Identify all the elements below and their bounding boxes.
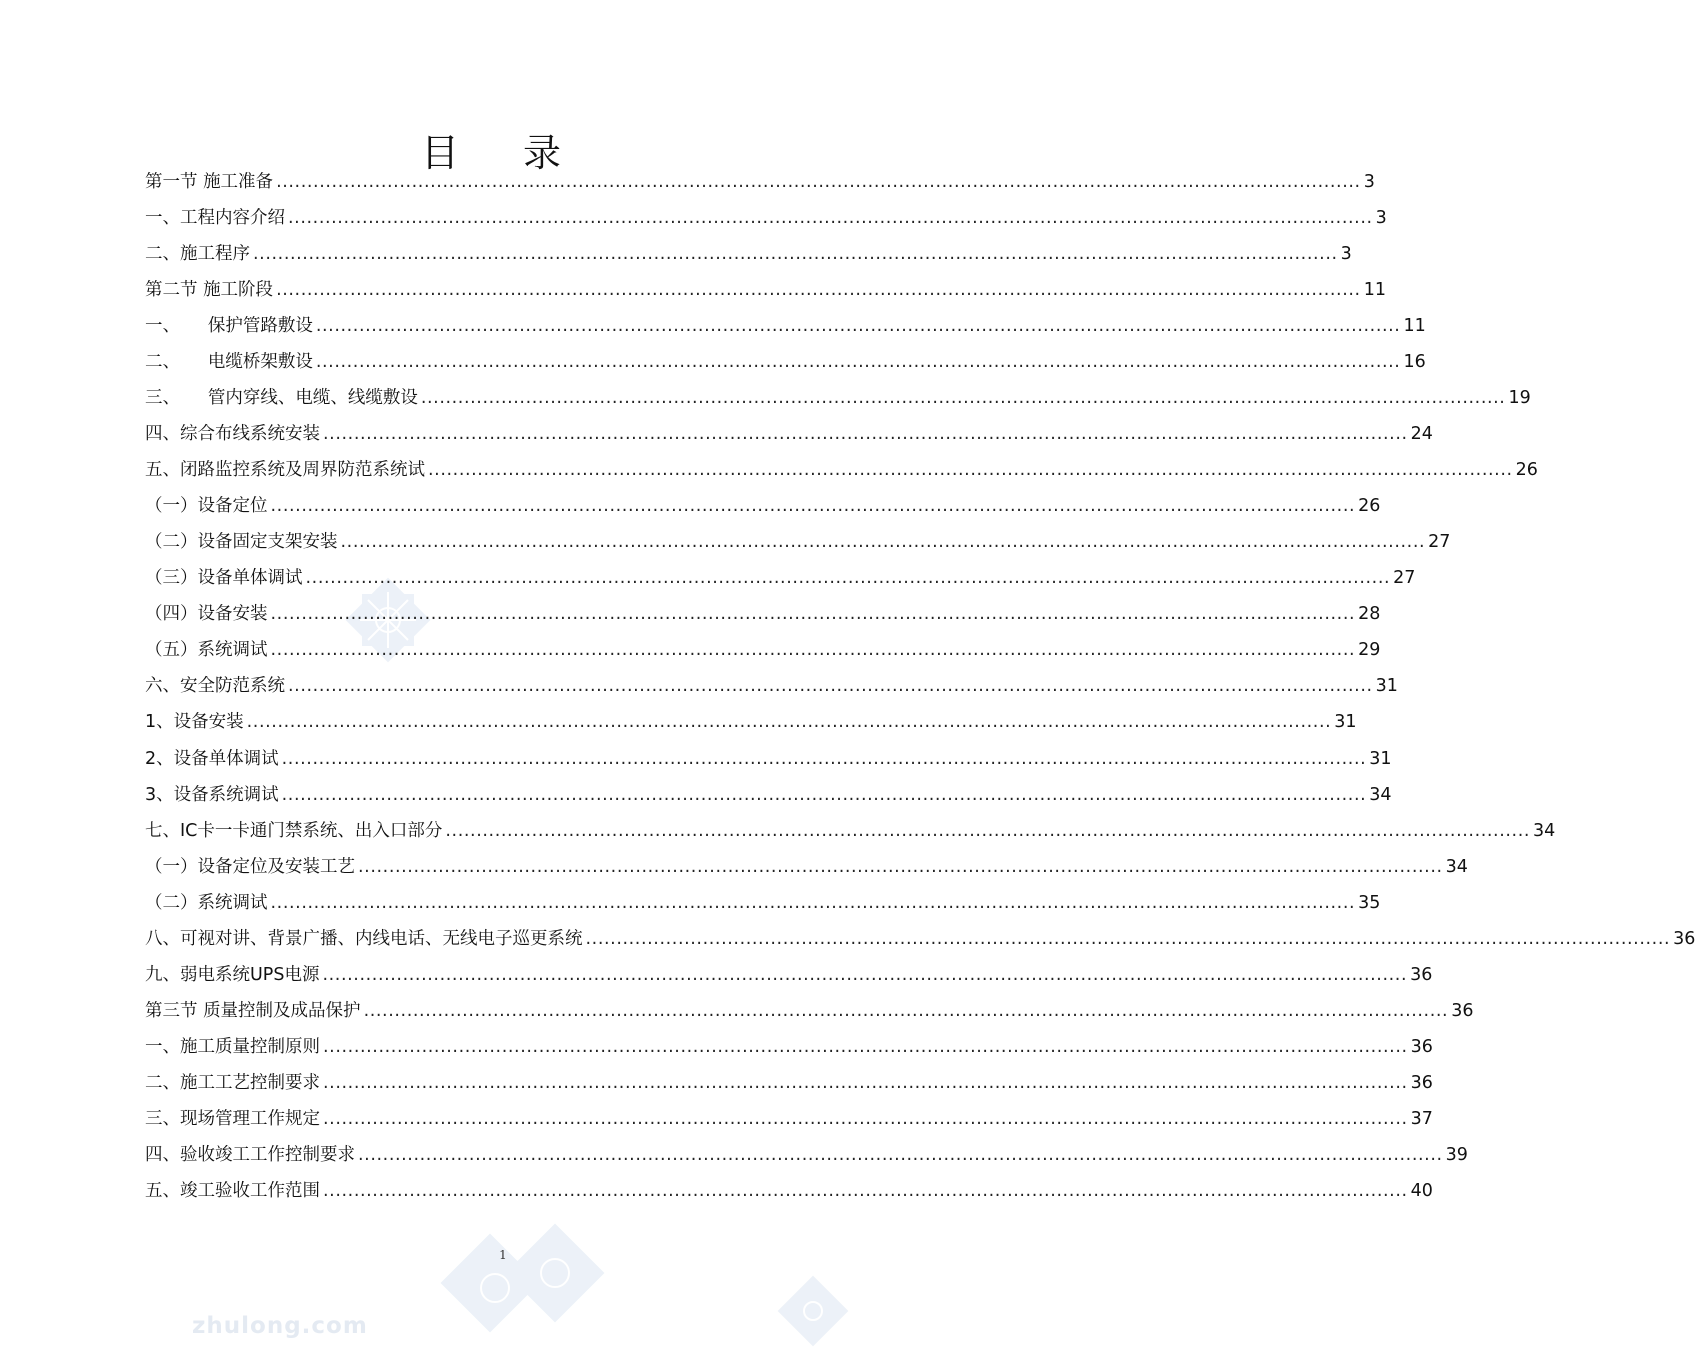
toc-page-number: 3: [1340, 244, 1352, 264]
toc-entry[interactable]: [145, 1065, 1433, 1101]
toc-leader-dots: ................................................................................................................................................................................: [288, 676, 1373, 696]
toc-leader-dots: ................................................................................................................................................................................: [270, 604, 1356, 624]
toc-entry[interactable]: [145, 704, 1357, 740]
toc-leader-dots: ................................................................................................................................................................................: [246, 712, 1332, 732]
toc-page-number: 36: [1410, 1037, 1433, 1057]
watermark-text: zhulong.com: [192, 1313, 368, 1339]
toc-leader-dots: ................................................................................................................................................................................: [363, 1001, 1449, 1021]
toc-entry[interactable]: [145, 741, 1392, 777]
toc-leader-dots: ................................................................................................................................................................................: [323, 1109, 1408, 1129]
toc-leader-dots: ................................................................................................................................................................................: [281, 749, 1367, 769]
toc-leader-dots: ................................................................................................................................................................................: [322, 965, 1408, 985]
toc-entry[interactable]: [145, 308, 1426, 344]
toc-entry-text: 五、闭路监控系统及周界防范系统试: [145, 460, 425, 480]
toc-entry-text: （三）设备单体调试: [145, 568, 303, 588]
toc-entry[interactable]: [145, 921, 1695, 957]
toc-entry[interactable]: [145, 849, 1468, 885]
toc-entry-text: 八、可视对讲、背景广播、内线电话、无线电子巡更系统: [145, 929, 583, 949]
toc-entry[interactable]: [145, 885, 1381, 921]
toc-leader-dots: ................................................................................................................................................................................: [276, 280, 1361, 300]
toc-page-number: 3: [1375, 208, 1387, 228]
toc-entry-text: 2、设备单体调试: [145, 749, 279, 769]
toc-leader-dots: ................................................................................................................................................................................: [445, 821, 1531, 841]
toc-page-number: 27: [1428, 532, 1451, 552]
toc-page-number: 31: [1334, 712, 1357, 732]
toc-entry[interactable]: [145, 1029, 1433, 1065]
toc-page-number: 3: [1363, 172, 1375, 192]
toc-page-number: 31: [1369, 749, 1392, 769]
toc-entry-text: （五）系统调试: [145, 640, 268, 660]
watermark-snowflake-icon: [440, 1228, 610, 1348]
toc-leader-dots: ................................................................................................................................................................................: [340, 532, 1426, 552]
toc-entry[interactable]: [145, 416, 1433, 452]
toc-entry-text: 二、 电缆桥架敷设: [145, 352, 313, 372]
toc-page-number: 40: [1410, 1181, 1433, 1201]
page-title: 目 录: [420, 131, 588, 175]
toc-page-number: 11: [1403, 316, 1426, 336]
toc-entry-text: 一、施工质量控制原则: [145, 1037, 320, 1057]
toc-page-number: 26: [1515, 460, 1538, 480]
toc-entry[interactable]: [145, 488, 1381, 524]
toc-entry-text: 七、IC卡一卡通门禁系统、出入口部分: [145, 821, 443, 841]
toc-entry-text: 三、 管内穿线、电缆、线缆敷设: [145, 388, 418, 408]
toc-entry-text: 3、设备系统调试: [145, 785, 279, 805]
toc-entry-text: 1、设备安装: [145, 712, 244, 732]
toc-page-number: 27: [1393, 568, 1416, 588]
toc-leader-dots: ................................................................................................................................................................................: [420, 388, 1506, 408]
toc-entry-text: 九、弱电系统UPS电源: [145, 965, 320, 985]
toc-entry[interactable]: [145, 668, 1398, 704]
toc-entry-text: 二、施工工艺控制要求: [145, 1073, 320, 1093]
toc-entry-text: （一）设备定位及安装工艺: [145, 857, 355, 877]
toc-page-number: 29: [1358, 640, 1381, 660]
watermark-snowflake-icon: [776, 1276, 850, 1344]
toc-page-number: 31: [1375, 676, 1398, 696]
toc-entry-text: （二）系统调试: [145, 893, 268, 913]
toc-leader-dots: ................................................................................................................................................................................: [305, 568, 1391, 588]
toc-entry[interactable]: [145, 524, 1451, 560]
toc-entry[interactable]: [145, 236, 1352, 272]
toc-entry[interactable]: [145, 813, 1556, 849]
toc-leader-dots: ................................................................................................................................................................................: [428, 460, 1513, 480]
toc-page-number: 36: [1673, 929, 1695, 949]
toc-entry-text: 二、施工程序: [145, 244, 250, 264]
toc-entry[interactable]: [145, 596, 1381, 632]
toc-leader-dots: ................................................................................................................................................................................: [270, 640, 1356, 660]
toc-page-number: 37: [1410, 1109, 1433, 1129]
toc-entry-text: （四）设备安装: [145, 604, 268, 624]
toc-entry[interactable]: [145, 344, 1426, 380]
toc-leader-dots: ................................................................................................................................................................................: [323, 1073, 1408, 1093]
toc-entry-text: 四、验收竣工工作控制要求: [145, 1145, 355, 1165]
toc-entry[interactable]: [145, 380, 1531, 416]
toc-entry[interactable]: [145, 1137, 1468, 1173]
toc-entry-text: （二）设备固定支架安装: [145, 532, 338, 552]
toc-entry-text: 五、竣工验收工作范围: [145, 1181, 320, 1201]
toc-leader-dots: ................................................................................................................................................................................: [358, 1145, 1443, 1165]
toc-entry[interactable]: [145, 957, 1433, 993]
toc-page-number: 11: [1363, 280, 1386, 300]
toc-page-number: 34: [1533, 821, 1556, 841]
toc-leader-dots: ................................................................................................................................................................................: [323, 424, 1408, 444]
toc-entry-text: 六、安全防范系统: [145, 676, 285, 696]
toc-page-number: 34: [1369, 785, 1392, 805]
toc-entry[interactable]: [145, 200, 1387, 236]
toc-leader-dots: ................................................................................................................................................................................: [253, 244, 1338, 264]
toc-page-number: 35: [1358, 893, 1381, 913]
toc-entry-text: 第一节 施工准备: [145, 172, 274, 192]
toc-page-number: 16: [1403, 352, 1426, 372]
toc-page-number: 24: [1410, 424, 1433, 444]
toc-leader-dots: ................................................................................................................................................................................: [270, 496, 1356, 516]
toc-page-number: 26: [1358, 496, 1381, 516]
toc-leader-dots: ................................................................................................................................................................................: [323, 1181, 1408, 1201]
toc-entry[interactable]: [145, 560, 1416, 596]
toc-entry-text: 三、现场管理工作规定: [145, 1109, 320, 1129]
toc-leader-dots: ................................................................................................................................................................................: [288, 208, 1373, 228]
toc-page-number: 36: [1451, 1001, 1474, 1021]
toc-entry[interactable]: [145, 1101, 1433, 1137]
toc-leader-dots: ................................................................................................................................................................................: [315, 316, 1401, 336]
toc-page-number: 36: [1410, 965, 1433, 985]
toc-entry-text: 第二节 施工阶段: [145, 280, 274, 300]
toc-entry[interactable]: [145, 632, 1381, 668]
toc-page-number: 19: [1508, 388, 1531, 408]
page-number: 1: [499, 1248, 507, 1262]
toc-entry-text: 一、工程内容介绍: [145, 208, 285, 228]
toc-entry-text: 第三节 质量控制及成品保护: [145, 1001, 361, 1021]
toc-page-number: 36: [1410, 1073, 1433, 1093]
toc-page-number: 28: [1358, 604, 1381, 624]
toc-leader-dots: ................................................................................................................................................................................: [270, 893, 1356, 913]
toc-entry-text: 一、 保护管路敷设: [145, 316, 313, 336]
toc-entry-text: （一）设备定位: [145, 496, 268, 516]
toc-entry[interactable]: [145, 452, 1538, 488]
toc-entry-text: 四、综合布线系统安装: [145, 424, 320, 444]
toc-leader-dots: ................................................................................................................................................................................: [315, 352, 1401, 372]
toc-leader-dots: ................................................................................................................................................................................: [281, 785, 1367, 805]
toc-leader-dots: ................................................................................................................................................................................: [323, 1037, 1408, 1057]
toc-page-number: 34: [1445, 857, 1468, 877]
toc-entry[interactable]: [145, 164, 1375, 200]
toc-leader-dots: ................................................................................................................................................................................: [358, 857, 1443, 877]
toc-entry[interactable]: [145, 777, 1392, 813]
toc-entry[interactable]: [145, 272, 1386, 308]
toc-entry[interactable]: [145, 1173, 1433, 1209]
toc-entry[interactable]: [145, 993, 1474, 1029]
toc-leader-dots: ................................................................................................................................................................................: [585, 929, 1671, 949]
toc-page-number: 39: [1445, 1145, 1468, 1165]
toc-leader-dots: ................................................................................................................................................................................: [276, 172, 1361, 192]
